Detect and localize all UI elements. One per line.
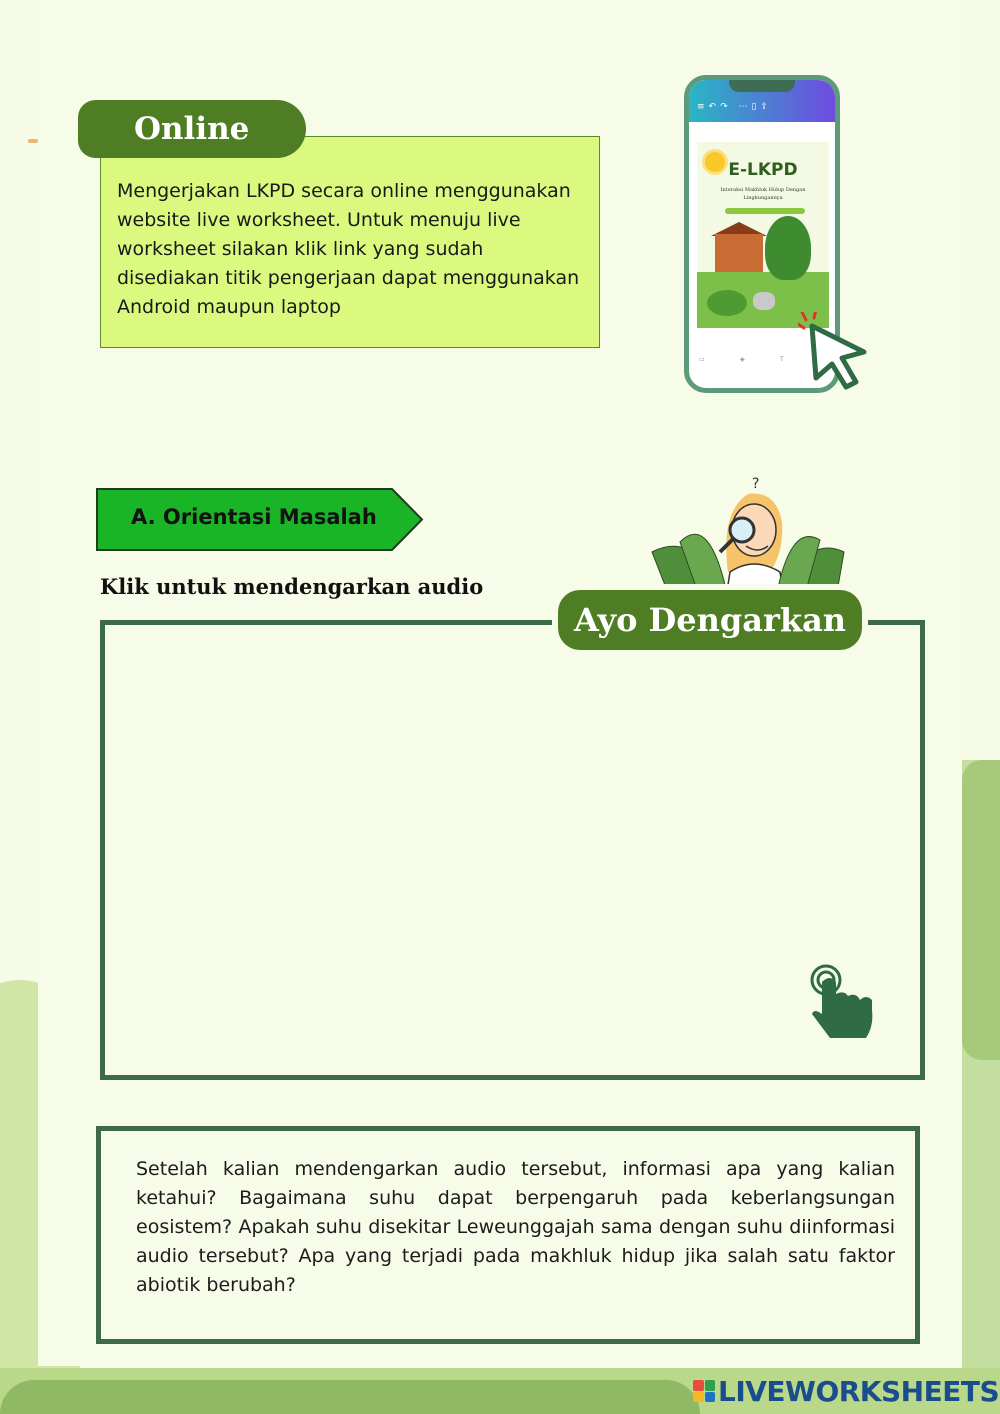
- liveworksheets-brand[interactable]: [693, 1374, 999, 1408]
- logo-square-3: [693, 1392, 704, 1403]
- tap-hand-icon[interactable]: [808, 962, 880, 1044]
- cursor-click-icon: [798, 312, 878, 392]
- text-icon: T: [779, 356, 784, 363]
- online-instructions-box: [100, 136, 600, 348]
- phone-toolbar-icons: ≡↶↷ ⋯▯⇪: [697, 102, 772, 112]
- cover-band: [725, 208, 805, 214]
- phone-notch: [729, 80, 795, 92]
- ayo-dengarkan-heading: Ayo Dengarkan: [558, 590, 862, 650]
- logo-square-2: [705, 1380, 716, 1391]
- orientation-label: A. Orientasi Masalah: [131, 505, 377, 529]
- house-icon: [715, 234, 763, 272]
- girl-magnifier-illustration: [650, 472, 846, 598]
- cover-subtitle: Interaksi Makhluk Hidup Dengan Lingkungannya: [720, 187, 806, 201]
- elkpd-cover-image: [697, 142, 829, 328]
- logo-square-4: [705, 1392, 716, 1403]
- question-box: [96, 1126, 920, 1344]
- background-tree-right: [962, 760, 1000, 1060]
- logo-square-1: [693, 1380, 704, 1391]
- elements-icon: ◈: [740, 356, 745, 363]
- design-icon: ▭: [699, 356, 705, 363]
- background-bush: [0, 1380, 700, 1414]
- question-mark: ?: [752, 476, 760, 492]
- audio-caption: Klik untuk mendengarkan audio: [100, 574, 484, 599]
- decorative-dash: [28, 139, 38, 143]
- tree-icon: [765, 216, 811, 280]
- online-instructions-text: Mengerjakan LKPD secara online menggunakan website live worksheet. Untuk menuju live worksheet silakan klik link yang sudah disediakan titik pengerjaan dapat menggunakan Android maupun laptop: [117, 180, 580, 318]
- liveworksheets-logo-icon: [693, 1380, 715, 1402]
- brand-text: LIVEWORKSHEETS: [718, 1374, 1000, 1408]
- audio-player-area[interactable]: [100, 620, 925, 1080]
- question-text: Setelah kalian mendengarkan audio tersebut, informasi apa yang kalian ketahui? Bagaimana suhu dapat berpengaruh pada keberlangsungan eosistem? Apakah suhu disekitar Leweunggajah sama dengan suhu diinformasi audio tersebut? Apa yang terjadi pada makhluk hidup jika salah satu faktor abiotik berubah?: [136, 1158, 895, 1296]
- bush-icon: [707, 290, 747, 316]
- elephant-icon: [753, 292, 775, 310]
- online-heading: Online: [78, 100, 306, 158]
- cover-title: E-LKPD: [728, 160, 798, 180]
